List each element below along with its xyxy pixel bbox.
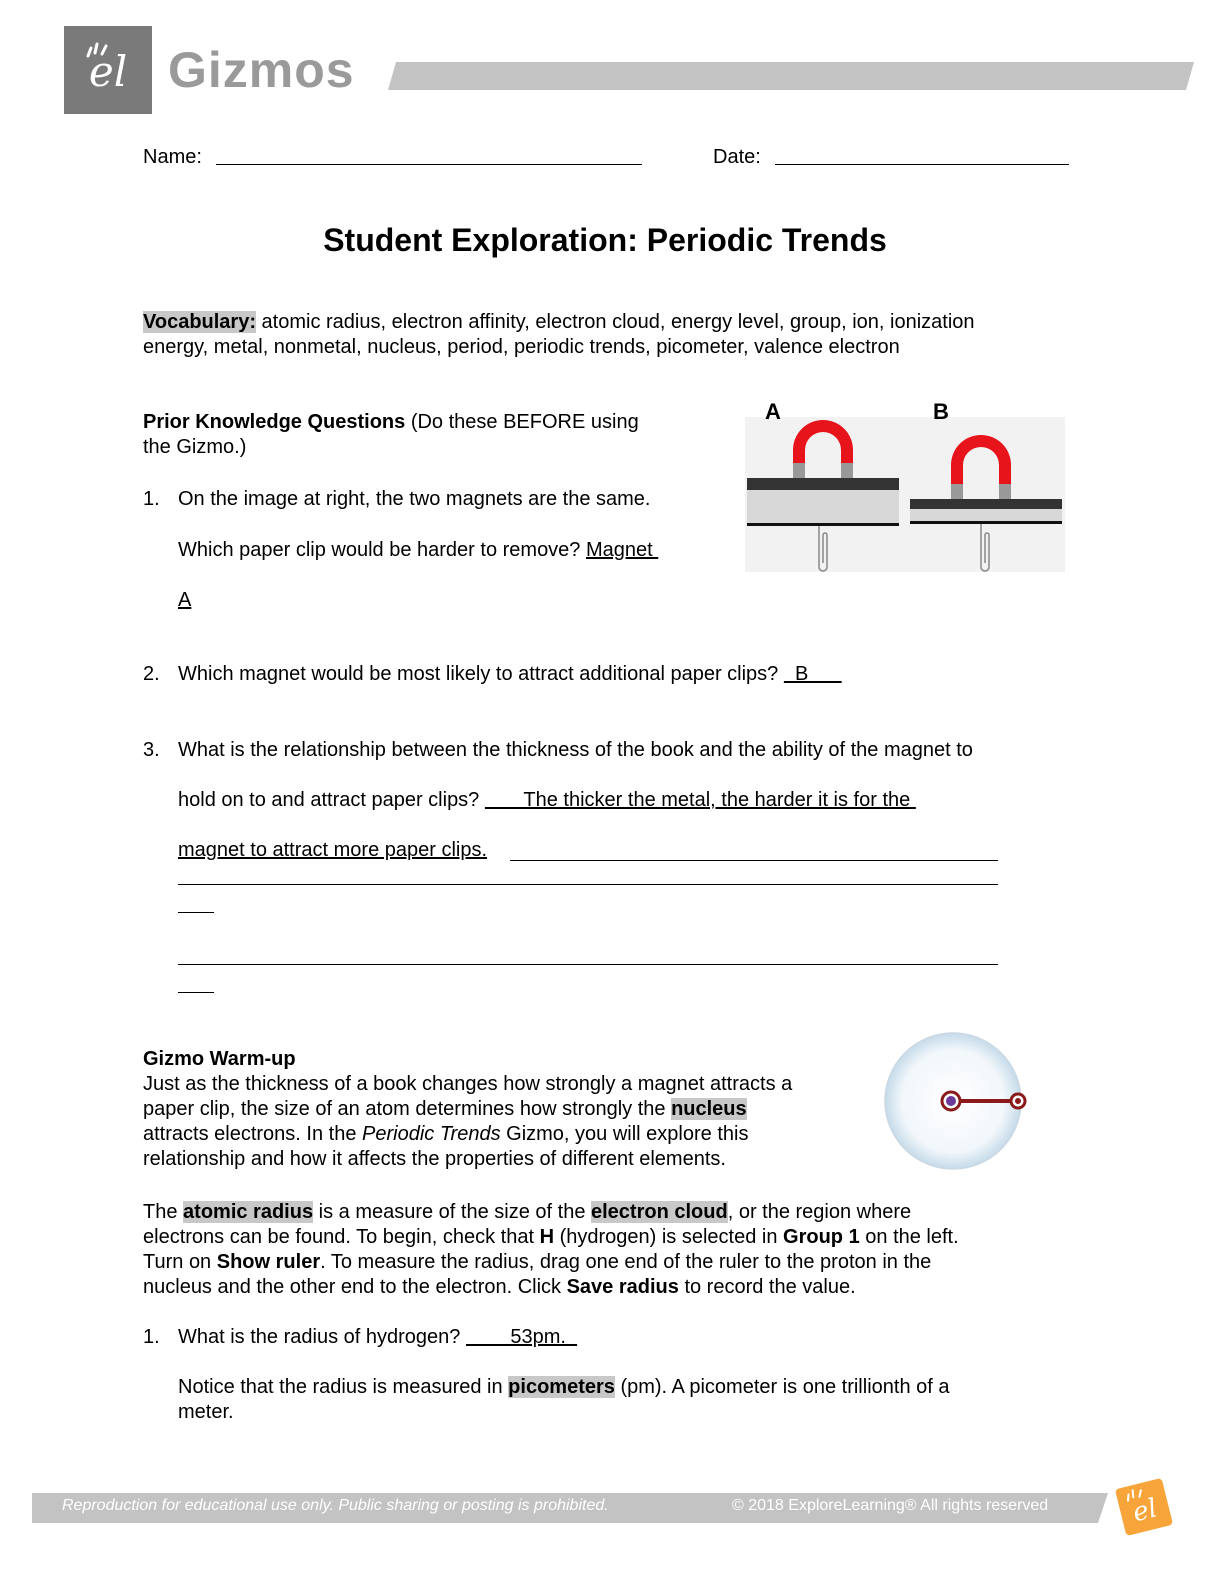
q3-answer: The thicker the metal, the harder it is for the bbox=[484, 789, 916, 811]
q3-text-2: hold on to and attract paper clips? The thicker the metal, the harder it is for the bbox=[178, 789, 916, 811]
q2-text: Which magnet would be most likely to attract additional paper clips? B bbox=[178, 663, 842, 685]
q2-answer: B bbox=[783, 663, 842, 685]
q3-answer-line-2-tail bbox=[178, 912, 214, 913]
name-label: Name: bbox=[143, 146, 202, 168]
q3-text: What is the relationship between the thickness of the book and the ability of the magnet to bbox=[178, 739, 973, 761]
atom-ruler-figure bbox=[880, 1030, 1030, 1175]
q1-answer-2: A bbox=[178, 589, 192, 611]
name-field[interactable] bbox=[216, 164, 642, 165]
explorelearning-footer-logo bbox=[1112, 1475, 1176, 1539]
q3-number: 3. bbox=[143, 739, 160, 761]
warmup-q1-number: 1. bbox=[143, 1326, 160, 1348]
magnet-a-label: A bbox=[765, 399, 781, 424]
vocabulary-label: Vocabulary: bbox=[143, 311, 256, 333]
vocabulary-line-2: energy, metal, nonmetal, nucleus, period, periodic trends, picometer, valence electron bbox=[143, 336, 900, 358]
warmup-p2-line-1: The atomic radius is a measure of the size of the electron cloud, or the region where bbox=[143, 1201, 912, 1223]
magnet-b-label: B bbox=[933, 399, 949, 424]
q1-question: Which paper clip would be harder to remove? Magnet bbox=[178, 539, 659, 561]
prior-knowledge-heading-2: the Gizmo.) bbox=[143, 436, 247, 458]
footer-disclaimer: Reproduction for educational use only. Public sharing or posting is prohibited. bbox=[62, 1497, 609, 1514]
footer-copyright: © 2018 ExploreLearning® All rights reserved bbox=[732, 1497, 1049, 1514]
header-bar bbox=[388, 62, 1194, 90]
explorelearning-logo bbox=[64, 26, 152, 114]
q3-answer-line-3-tail bbox=[178, 992, 214, 993]
svg-text:el: el bbox=[88, 47, 128, 96]
warmup-p2-line-4: nucleus and the other end to the electron. Click Save radius to record the value. bbox=[143, 1276, 856, 1298]
q1-answer: Magnet bbox=[586, 539, 659, 561]
warmup-p1-line-1: Just as the thickness of a book changes how strongly a magnet attracts a bbox=[143, 1073, 793, 1095]
q3-answer-line-2[interactable] bbox=[178, 884, 998, 885]
page-title: Student Exploration: Periodic Trends bbox=[323, 222, 887, 258]
date-label: Date: bbox=[713, 146, 761, 168]
warmup-p2-line-2: electrons can be found. To begin, check that H (hydrogen) is selected in Group 1 on the left. bbox=[143, 1226, 959, 1248]
q3-answer-line-1[interactable] bbox=[510, 860, 998, 861]
magnets-figure bbox=[745, 395, 1065, 575]
warmup-p1-line-3: attracts electrons. In the Periodic Trends Gizmo, you will explore this bbox=[143, 1123, 749, 1145]
svg-text:el: el bbox=[1129, 1493, 1161, 1529]
brand-title: Gizmos bbox=[168, 42, 355, 98]
q3-answer-line-3[interactable] bbox=[178, 964, 998, 965]
warmup-q1-note-2: meter. bbox=[178, 1401, 234, 1423]
q3-answer-2: magnet to attract more paper clips. bbox=[178, 839, 488, 861]
prior-knowledge-heading: Prior Knowledge Questions (Do these BEFORE using bbox=[143, 411, 639, 433]
warmup-heading: Gizmo Warm-up bbox=[143, 1048, 296, 1070]
q1-text: On the image at right, the two magnets are the same. bbox=[178, 488, 651, 510]
q1-number: 1. bbox=[143, 488, 160, 510]
vocabulary-line-1: Vocabulary: atomic radius, electron affinity, electron cloud, energy level, group, ion, ionization bbox=[143, 311, 975, 333]
warmup-p2-line-3: Turn on Show ruler. To measure the radius, drag one end of the ruler to the proton in the bbox=[143, 1251, 932, 1273]
date-field[interactable] bbox=[775, 164, 1069, 165]
warmup-q1-text: What is the radius of hydrogen? 53pm. bbox=[178, 1326, 578, 1348]
warmup-q1-answer: 53pm. bbox=[465, 1326, 578, 1348]
warmup-p1-line-4: relationship and how it affects the properties of different elements. bbox=[143, 1148, 726, 1170]
warmup-p1-line-2: paper clip, the size of an atom determines how strongly the nucleus bbox=[143, 1098, 747, 1120]
warmup-q1-note: Notice that the radius is measured in picometers (pm). A picometer is one trillionth of a bbox=[178, 1376, 950, 1398]
q2-number: 2. bbox=[143, 663, 160, 685]
